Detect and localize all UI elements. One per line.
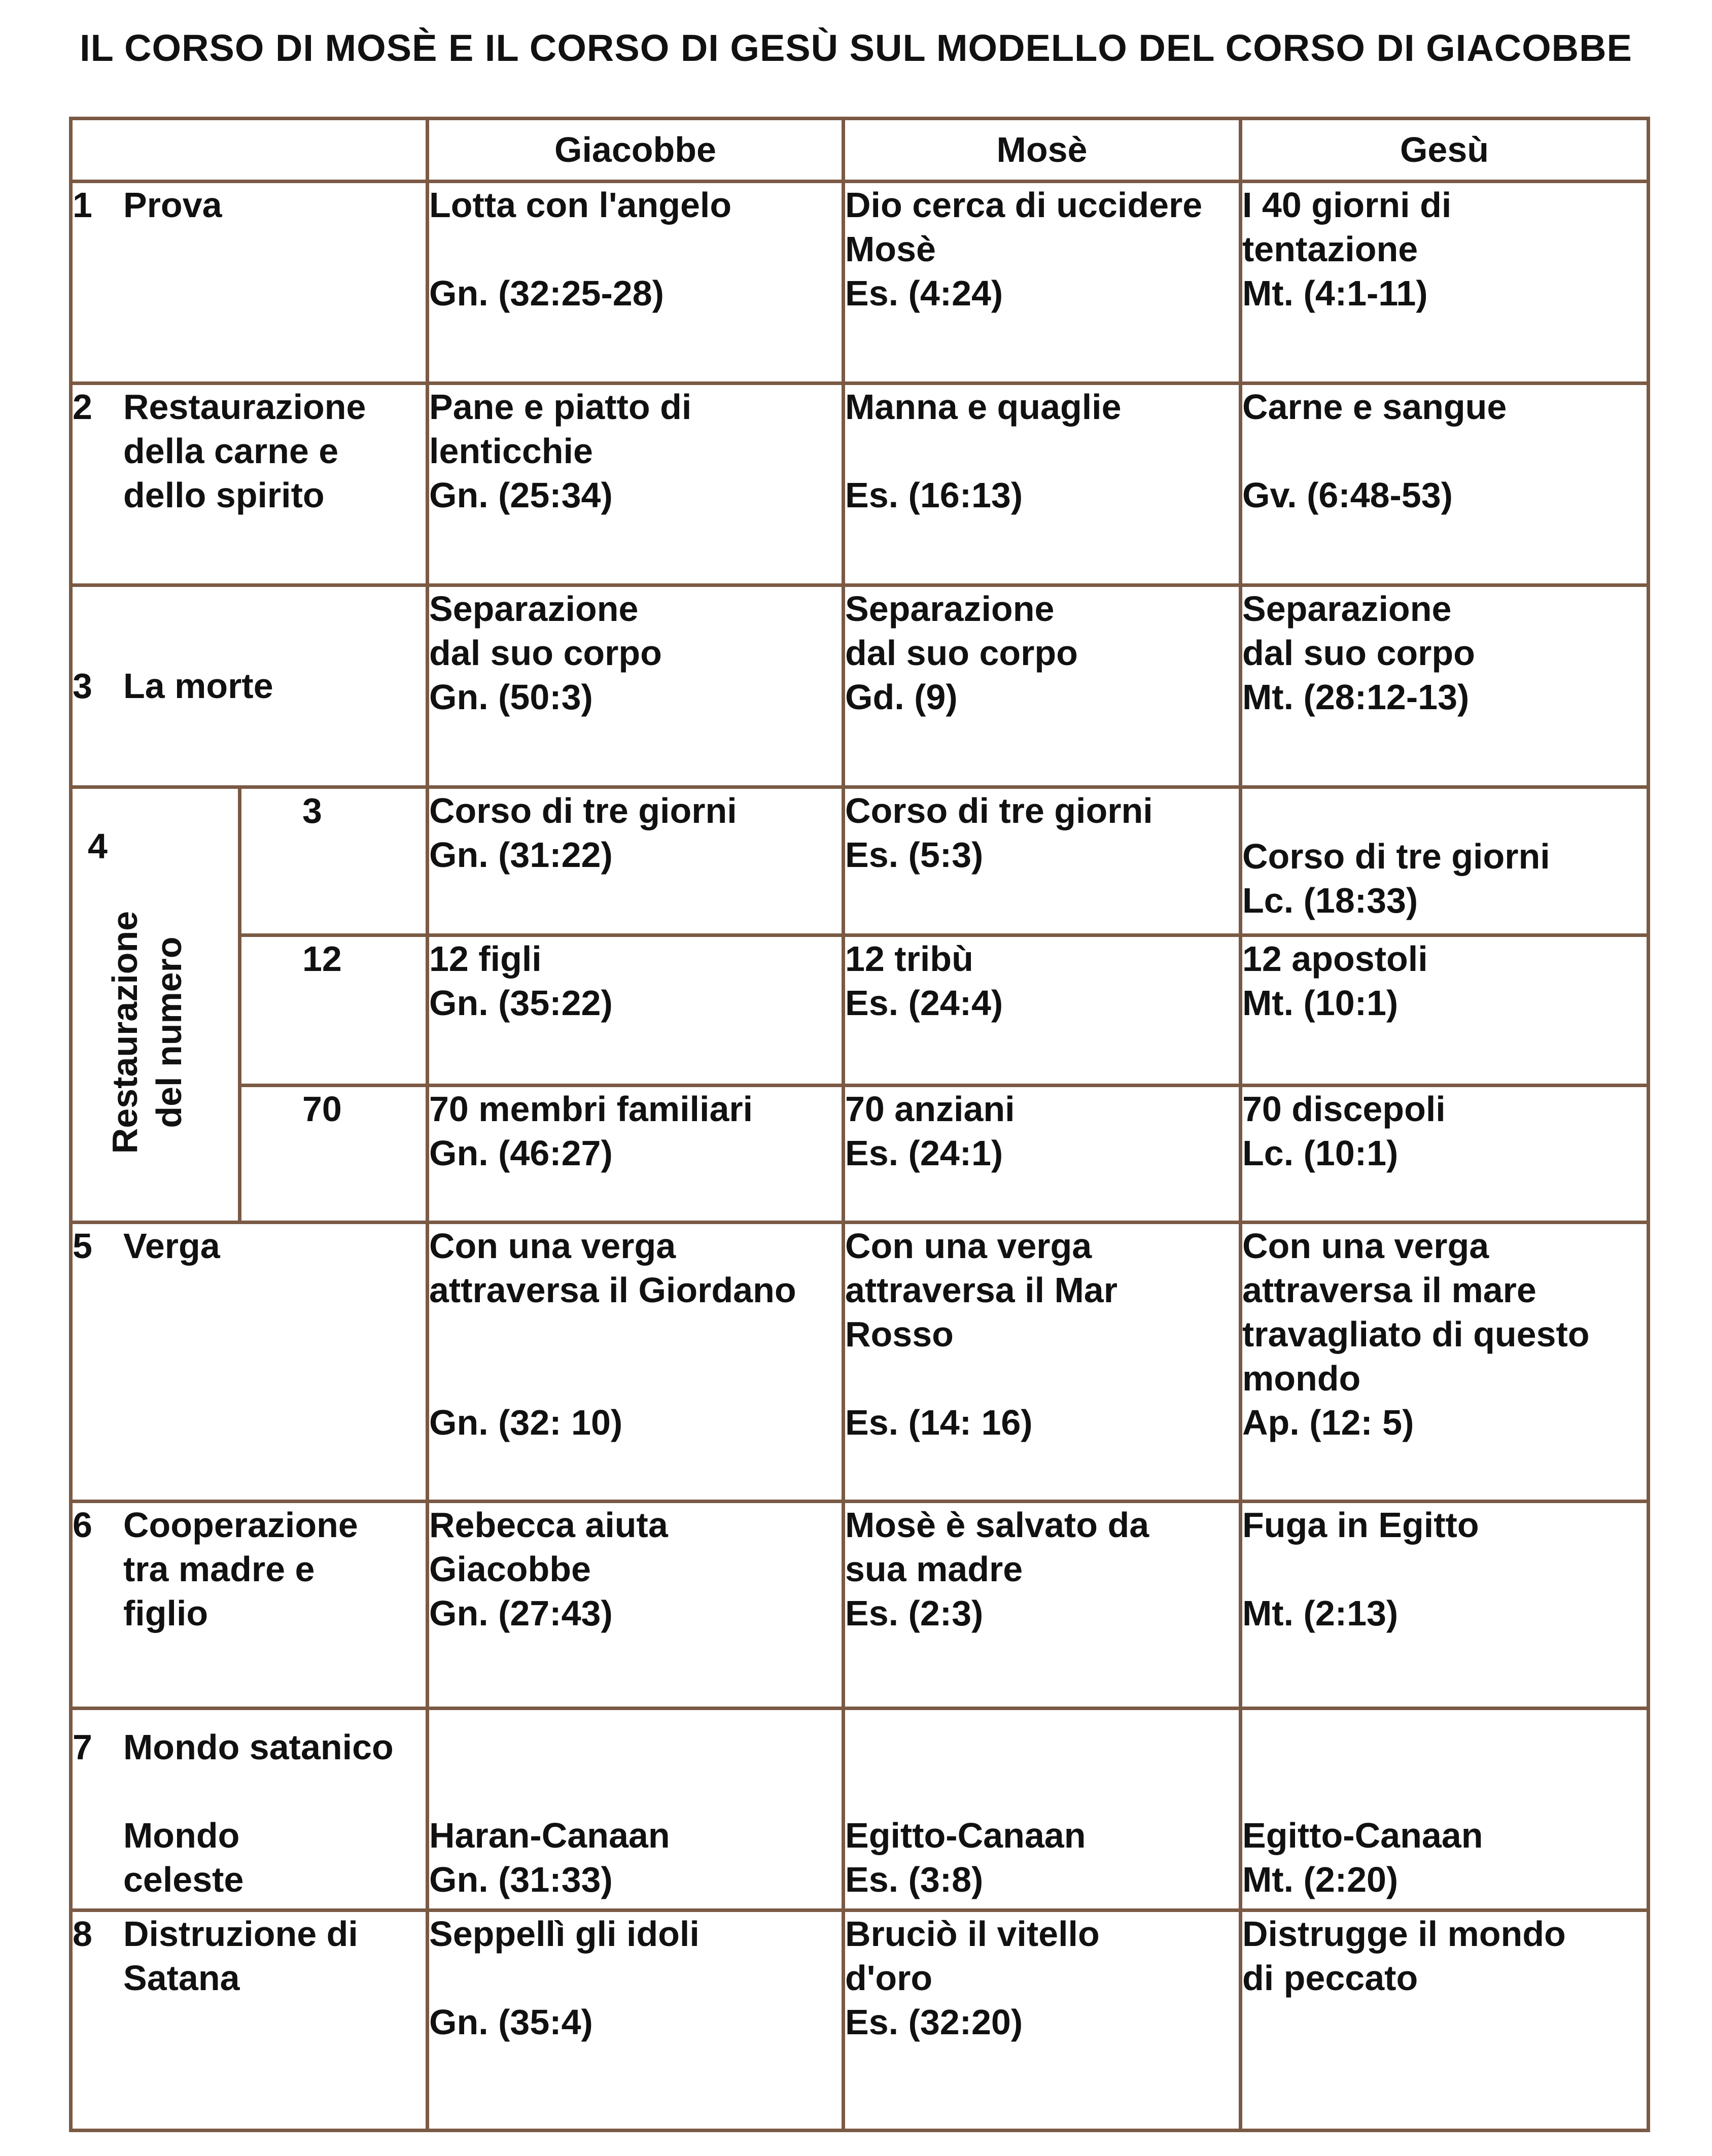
table-row-mondo [71, 1709, 1649, 1910]
cell-gesu: Con una verga attraversa il mare travagliato di questo mondo Ap. (12: 5) [1241, 1223, 1649, 1502]
vertical-label: Restaurazione del numero [105, 911, 189, 1154]
cell-gesu: Distrugge il mondo di peccato [1241, 1910, 1649, 2131]
cell-gesu: Carne e sangue Gv. (6:48-53) [1241, 384, 1649, 585]
cell-mose: Mosè è salvato da sua madre Es. (2:3) [844, 1502, 1241, 1709]
cell-giacobbe: Corso di tre giorni Gn. (31:22) [428, 787, 844, 935]
cell-mose: Corso di tre giorni Es. (5:3) [844, 787, 1241, 935]
table-row-numero-70 [71, 1086, 1649, 1223]
cell-gesu: Separazione dal suo corpo Mt. (28:12-13) [1241, 585, 1649, 787]
table-row-verga [71, 1223, 1649, 1502]
header-empty-cell [71, 119, 428, 182]
cell-giacobbe: Lotta con l'angelo Gn. (32:25-28) [428, 182, 844, 384]
header-row [71, 119, 1649, 182]
cell-mose: Con una verga attraversa il Mar Rosso Es. (14: 16) [844, 1223, 1241, 1502]
comparison-table [69, 117, 1650, 2132]
table-row-distruzione [71, 1910, 1649, 2131]
row-label-verga: 5 Verga [71, 1223, 428, 1502]
cell-giacobbe: Con una verga attraversa il Giordano Gn. (32: 10) [428, 1223, 844, 1502]
cell-gesu: I 40 giorni di tentazione Mt. (4:1-11) [1241, 182, 1649, 384]
cell-gesu: Fuga in Egitto Mt. (2:13) [1241, 1502, 1649, 1709]
cell-giacobbe: Rebecca aiuta Giacobbe Gn. (27:43) [428, 1502, 844, 1709]
row-label-restaurazione-numero [71, 787, 240, 1223]
table-row-numero-12 [71, 935, 1649, 1086]
row-label-distruzione: 8 Distruzione di Satana [71, 1910, 428, 2131]
cell-gesu: Egitto-Canaan Mt. (2:20) [1241, 1709, 1649, 1910]
cell-mose: Separazione dal suo corpo Gd. (9) [844, 585, 1241, 787]
sub-number-cell: 3 [240, 787, 428, 935]
row-label-morte: 3 La morte [71, 585, 428, 787]
cell-giacobbe: Separazione dal suo corpo Gn. (50:3) [428, 585, 844, 787]
column-header-mose: Mosè [844, 119, 1241, 182]
cell-giacobbe: Pane e piatto di lenticchie Gn. (25:34) [428, 384, 844, 585]
column-header-giacobbe: Giacobbe [428, 119, 844, 182]
cell-mose: Manna e quaglie Es. (16:13) [844, 384, 1241, 585]
table-row-morte [71, 585, 1649, 787]
table-row-prova [71, 182, 1649, 384]
cell-mose: 12 tribù Es. (24:4) [844, 935, 1241, 1086]
cell-gesu: 12 apostoli Mt. (10:1) [1241, 935, 1649, 1086]
cell-gesu: 70 discepoli Lc. (10:1) [1241, 1086, 1649, 1223]
cell-mose: Bruciò il vitello d'oro Es. (32:20) [844, 1910, 1241, 2131]
cell-mose: Dio cerca di uccidere Mosè Es. (4:24) [844, 182, 1241, 384]
cell-mose: 70 anziani Es. (24:1) [844, 1086, 1241, 1223]
table-row-cooperazione [71, 1502, 1649, 1709]
row-number: 4 [88, 826, 108, 866]
row-label-mondo: 7 Mondo satanico Mondo celeste [71, 1709, 428, 1910]
page-title: IL CORSO DI MOSÈ E IL CORSO DI GESÙ SUL MODELLO DEL CORSO DI GIACOBBE [80, 27, 1632, 69]
row-label-restaurazione-carne: 2 Restaurazione della carne e dello spirito [71, 384, 428, 585]
cell-gesu: Corso di tre giorni Lc. (18:33) [1241, 787, 1649, 935]
sub-number-cell: 12 [240, 935, 428, 1086]
cell-giacobbe: 12 figli Gn. (35:22) [428, 935, 844, 1086]
table-row-numero-3 [71, 787, 1649, 935]
sub-number-cell: 70 [240, 1086, 428, 1223]
cell-giacobbe: 70 membri familiari Gn. (46:27) [428, 1086, 844, 1223]
cell-giacobbe: Haran-Canaan Gn. (31:33) [428, 1709, 844, 1910]
cell-mose: Egitto-Canaan Es. (3:8) [844, 1709, 1241, 1910]
row-label-cooperazione: 6 Cooperazione tra madre e figlio [71, 1502, 428, 1709]
column-header-gesu: Gesù [1241, 119, 1649, 182]
cell-giacobbe: Seppellì gli idoli Gn. (35:4) [428, 1910, 844, 2131]
table-row-restaurazione-carne [71, 384, 1649, 585]
row-label-prova: 1 Prova [71, 182, 428, 384]
